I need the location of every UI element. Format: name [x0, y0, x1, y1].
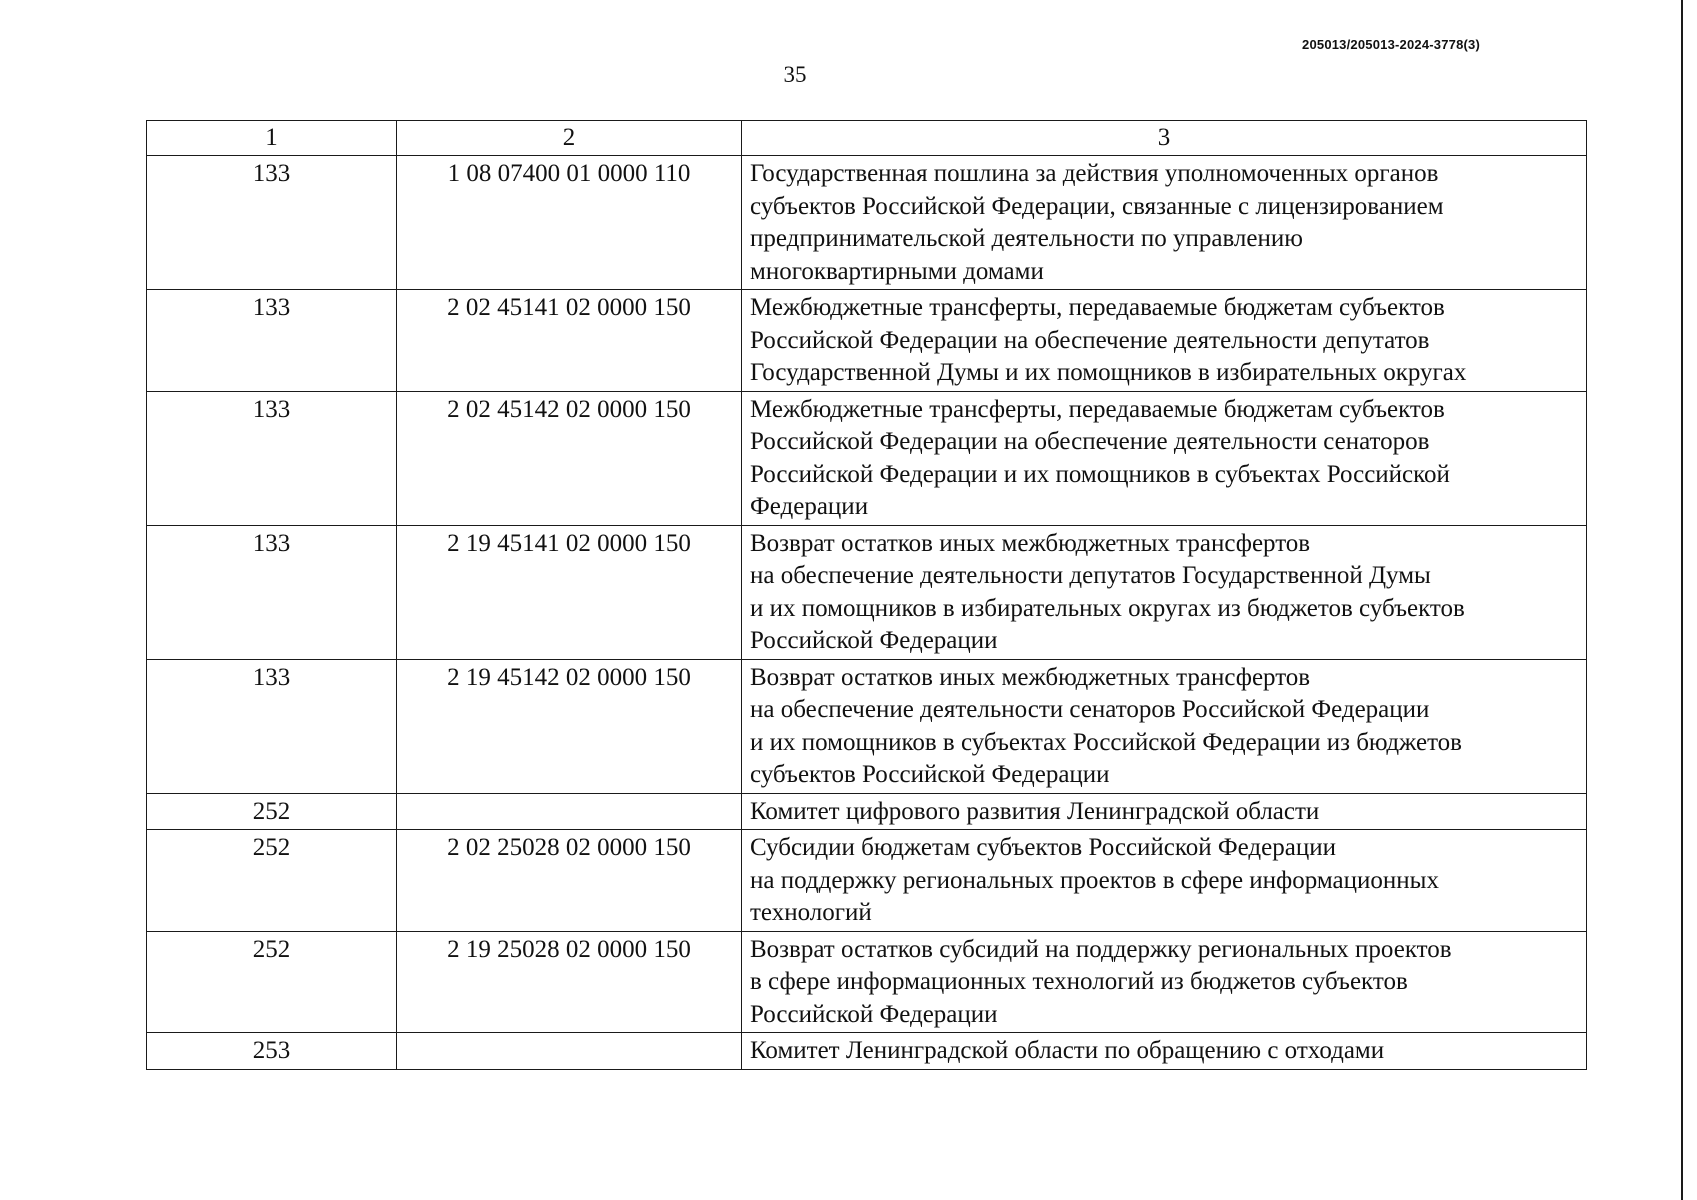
revenue-name-line: Российской Федерации и их помощников в субъектах Российской: [750, 460, 1450, 488]
admin-code-cell: 133: [147, 290, 397, 392]
revenue-name-cell: [742, 525, 1587, 659]
table-row: [147, 931, 1587, 1033]
scan-edge-line: [1681, 0, 1683, 1200]
revenue-name-line: Государственная пошлина за действия уполномоченных органов: [750, 160, 1439, 187]
budget-code-cell: 2 02 45142 02 0000 150: [397, 391, 742, 525]
revenue-name-line: и их помощников в избирательных округах из бюджетов субъектов: [750, 594, 1465, 622]
table-header-row: [147, 121, 1587, 156]
budget-code-cell: 1 08 07400 01 0000 110: [397, 156, 742, 290]
table-row: [147, 290, 1587, 392]
revenue-name-line: Российской Федерации: [750, 1000, 998, 1028]
revenue-name-cell: [742, 659, 1587, 793]
revenue-name-cell: [742, 1033, 1587, 1070]
revenue-name-line: Возврат остатков субсидий на поддержку региональных проектов: [750, 935, 1452, 963]
revenue-name-line: на поддержку региональных проектов в сфере информационных: [750, 866, 1439, 894]
revenue-name-line: Возврат остатков иных межбюджетных трансфертов: [750, 663, 1311, 691]
admin-code-cell: 133: [147, 659, 397, 793]
column-header-2: 2: [397, 121, 742, 156]
revenue-name-line: технологий: [750, 899, 872, 926]
revenue-name-line: Государственной Думы и их помощников в избирательных округах: [750, 359, 1467, 386]
revenue-name-cell: [742, 156, 1587, 290]
table-row: [147, 1033, 1587, 1070]
admin-code-cell: 253: [147, 1033, 397, 1070]
admin-code-cell: 252: [147, 830, 397, 932]
revenue-name-line: Комитет Ленинградской области по обращению с отходами: [750, 1037, 1385, 1064]
revenue-name-cell: [742, 290, 1587, 392]
revenue-name-line: Российской Федерации на обеспечение деятельности сенаторов: [750, 428, 1430, 455]
page-number: 35: [783, 62, 807, 87]
column-header-3: 3: [742, 121, 1587, 156]
revenue-name-line: Российской Федерации: [750, 627, 998, 654]
revenue-name-line: предпринимательской деятельности по управлению: [750, 225, 1303, 252]
revenue-name-line: многоквартирными домами: [750, 257, 1044, 285]
admin-code-cell: 133: [147, 156, 397, 290]
column-header-1: 1: [147, 121, 397, 156]
admin-code-cell: 133: [147, 391, 397, 525]
table-row: [147, 156, 1587, 290]
table-row: [147, 659, 1587, 793]
table-row: [147, 793, 1587, 830]
revenue-name-cell: [742, 830, 1587, 932]
budget-code-cell: 2 19 45142 02 0000 150: [397, 659, 742, 793]
table-row: [147, 391, 1587, 525]
revenue-name-line: субъектов Российской Федерации, связанные с лицензированием: [750, 192, 1444, 220]
budget-code-cell: [397, 1033, 742, 1070]
revenue-name-line: Межбюджетные трансферты, передаваемые бюджетам субъектов: [750, 294, 1445, 321]
table-body: [147, 156, 1587, 1070]
budget-code-cell: [397, 793, 742, 830]
revenue-classification-table: [146, 120, 1587, 1070]
budget-code-cell: 2 19 25028 02 0000 150: [397, 931, 742, 1033]
revenue-name-line: Комитет цифрового развития Ленинградской области: [750, 797, 1320, 825]
revenue-name-cell: [742, 931, 1587, 1033]
table-row: [147, 525, 1587, 659]
admin-code-cell: 252: [147, 793, 397, 830]
revenue-name-cell: [742, 391, 1587, 525]
revenue-name-line: и их помощников в субъектах Российской Федерации из бюджетов: [750, 728, 1462, 756]
revenue-name-cell: [742, 793, 1587, 830]
budget-code-cell: 2 02 45141 02 0000 150: [397, 290, 742, 392]
revenue-name-line: Российской Федерации на обеспечение деятельности депутатов: [750, 326, 1430, 354]
revenue-name-line: Субсидии бюджетам субъектов Российской Федерации: [750, 834, 1336, 861]
revenue-name-line: субъектов Российской Федерации: [750, 761, 1110, 788]
document-id: 205013/205013-2024-3778(3): [1302, 37, 1480, 52]
revenue-name-line: в сфере информационных технологий из бюджетов субъектов: [750, 968, 1408, 995]
admin-code-cell: 252: [147, 931, 397, 1033]
budget-code-cell: 2 19 45141 02 0000 150: [397, 525, 742, 659]
revenue-name-line: Межбюджетные трансферты, передаваемые бюджетам субъектов: [750, 395, 1445, 423]
revenue-name-line: Федерации: [750, 493, 869, 520]
admin-code-cell: 133: [147, 525, 397, 659]
table-row: [147, 830, 1587, 932]
budget-code-cell: 2 02 25028 02 0000 150: [397, 830, 742, 932]
revenue-name-line: на обеспечение деятельности депутатов Государственной Думы: [750, 562, 1431, 589]
revenue-name-line: Возврат остатков иных межбюджетных трансфертов: [750, 529, 1311, 557]
revenue-name-line: на обеспечение деятельности сенаторов Российской Федерации: [750, 696, 1430, 723]
